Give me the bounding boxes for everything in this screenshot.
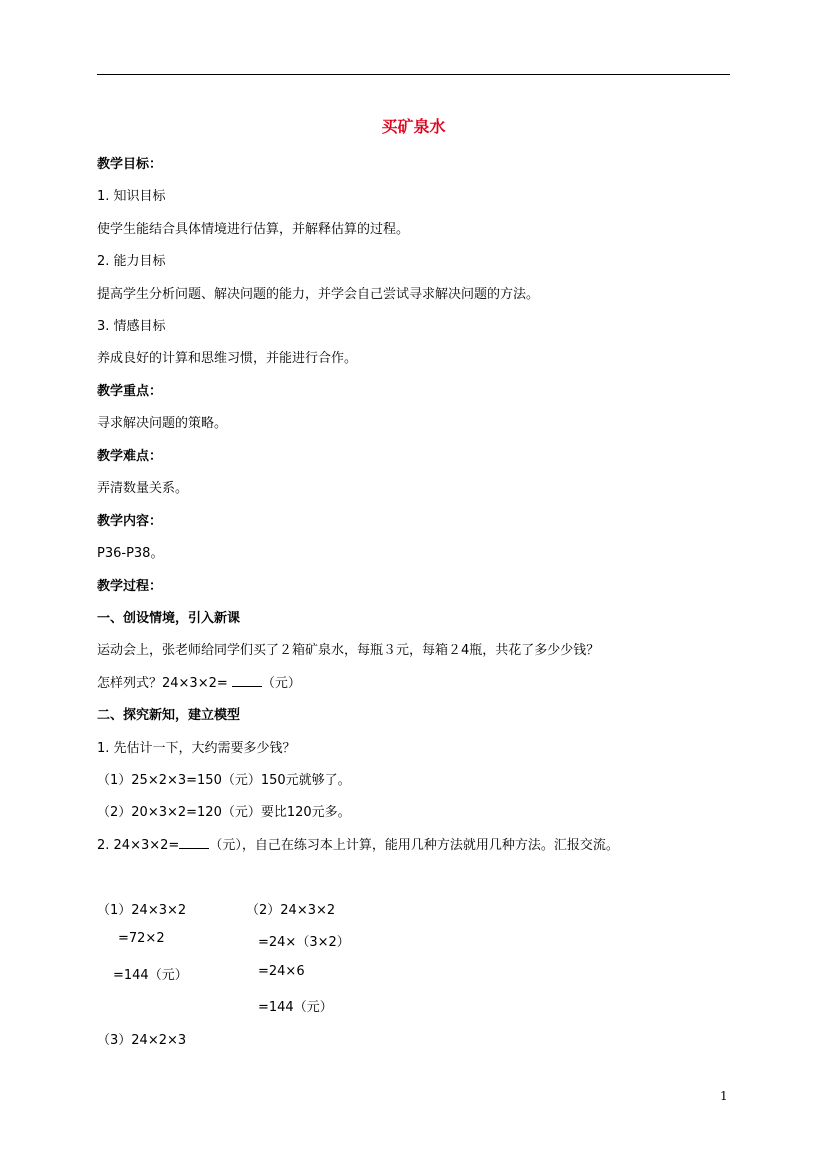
method-2-line-4: =144（元） [258,1000,333,1015]
method-1-line-3: =144（元） [113,968,188,983]
objective-3-title: 3. 情感目标 [97,319,166,334]
formula-prefix: 怎样列式？24×3×2= [97,676,232,691]
estimate-2: （2）20×3×2=120（元）要比120元多。 [97,805,351,820]
objective-1-title: 1. 知识目标 [97,189,166,204]
section-2-heading: 二、探究新知，建立模型 [97,708,241,723]
method-1-line-2: =72×2 [118,931,165,946]
page-number: 1 [720,1089,728,1103]
section-1-problem: 运动会上，张老师给同学们买了２箱矿泉水，每瓶３元，每箱２4瓶，共花了多少少钱？ [97,643,600,658]
answer-blank [179,836,209,849]
objectives-heading: 教学目标： [97,157,163,172]
method-2-line-1: （2）24×3×2 [246,903,336,918]
difficulties-heading: 教学难点： [97,449,163,464]
method-2-line-2: =24×（3×2） [258,935,350,950]
method-3-line-1: （3）24×2×3 [97,1033,187,1048]
key-points-heading: 教学重点： [97,384,163,399]
formula-suffix: （元） [261,676,301,691]
key-points-text: 寻求解决问题的策略。 [97,416,228,431]
difficulties-text: 弄清数量关系。 [97,481,189,496]
answer-blank [232,674,262,687]
objective-3-text: 养成良好的计算和思维习惯，并能进行合作。 [97,351,358,366]
estimate-1: （1）25×2×3=150（元）150元就够了。 [97,773,351,788]
method-2-line-3: =24×6 [258,964,305,979]
step-2 [97,834,619,853]
content-heading: 教学内容： [97,514,163,529]
step-2-prefix: 2. 24×3×2= [97,838,180,853]
process-heading: 教学过程： [97,579,163,594]
step-1: 1. 先估计一下，大约需要多少钱？ [97,741,296,756]
page-title: 买矿泉水 [381,117,446,136]
step-2-suffix: （元），自己在练习本上计算，能用几种方法就用几种方法。汇报交流。 [209,838,619,853]
objective-2-text: 提高学生分析问题、解决问题的能力，并学会自己尝试寻求解决问题的方法。 [97,287,540,302]
section-1-heading: 一、创设情境，引入新课 [97,611,241,626]
content-text: P36-P38。 [97,546,164,561]
header-rule [97,74,730,75]
objective-2-title: 2. 能力目标 [97,254,166,269]
section-1-formula [97,672,301,691]
objective-1-text: 使学生能结合具体情境进行估算，并解释估算的过程。 [97,222,410,237]
method-1-line-1: （1）24×3×2 [97,903,187,918]
